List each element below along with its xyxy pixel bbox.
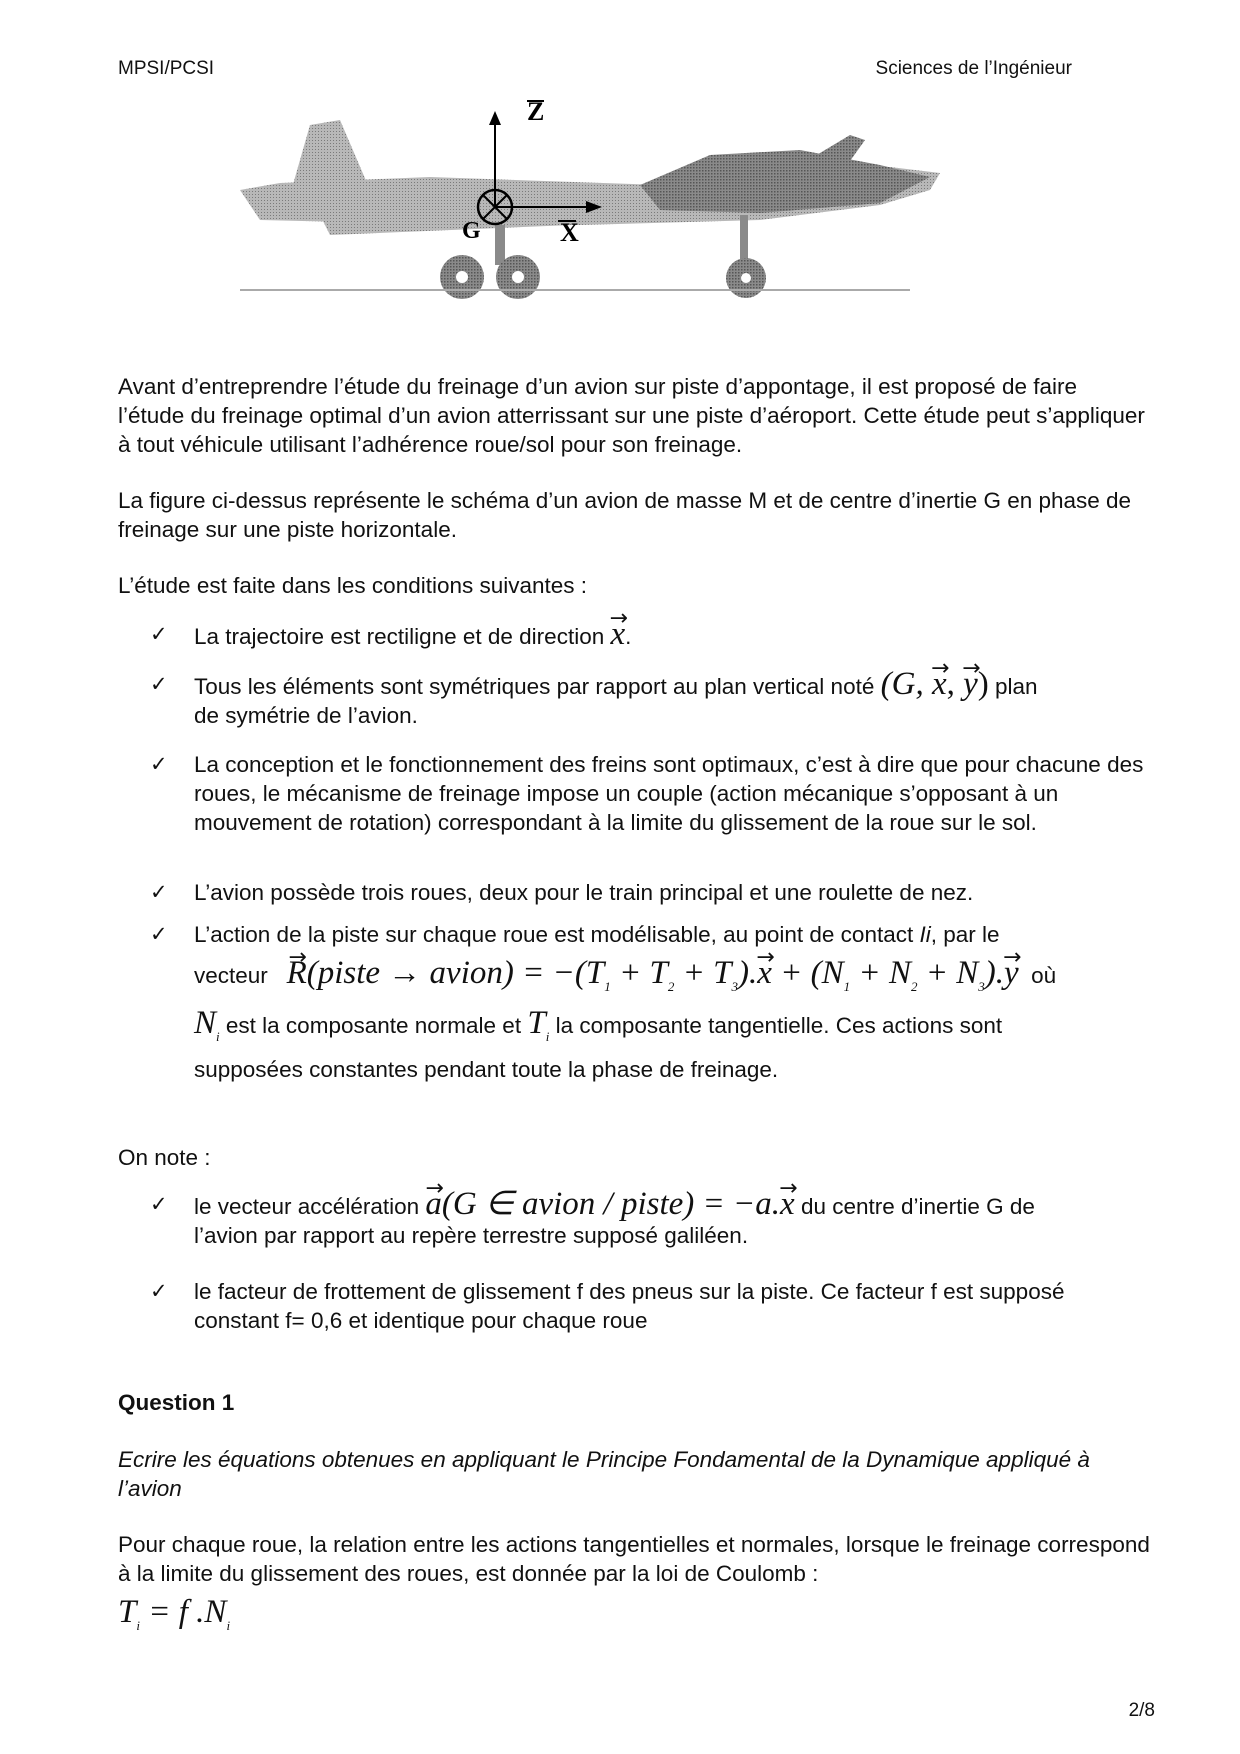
check-icon: ✓: [150, 752, 168, 776]
condition-1: ✓ La trajectoire est rectiligne et de direction → x.: [150, 620, 1150, 651]
question-title: Question 1: [118, 1390, 235, 1415]
intro-paragraph-3: L’étude est faite dans les conditions suivantes :: [118, 573, 588, 598]
axis-z-label: Z: [527, 97, 545, 126]
condition-2: ✓ Tous les éléments sont symétriques par rapport au plan vertical noté (G, → x, → y) plan de symétrie de l’avion.: [150, 670, 1150, 730]
check-icon: ✓: [150, 1279, 168, 1303]
intro-paragraph-1: Avant d’entreprendre l’étude du freinage d’un avion sur piste d’appontage, il est proposé de faire l’étude du freinage optimal d’un avion atterrissant sur une piste d’aéroport. Cette étude peut s’appliquer à tout véhicule utilisant l’adhérence roue/sol pour son freinage.: [118, 374, 1145, 457]
check-icon: ✓: [150, 1192, 168, 1216]
intro-paragraph-2: La figure ci-dessus représente le schéma d’un avion de masse M et de centre d’inertie G en phase de freinage sur une piste horizontale.: [118, 488, 1132, 542]
notes-heading: On note :: [118, 1145, 211, 1170]
check-icon: ✓: [150, 622, 168, 646]
canopy-section: [640, 150, 930, 213]
main-gear-strut: [495, 225, 505, 265]
header-right: Sciences de l’Ingénieur: [875, 58, 1072, 79]
check-icon: ✓: [150, 922, 168, 946]
condition-5: ✓ L’action de la piste sur chaque roue est modélisable, au point de contact Ii, par le vecteur → R(piste → avion) = $-(T_1 + T_2 + T_3).\to x + (N_1 + N_2 + N_3).\to y$ où $N_i$ est la composante normale et $T_i$ la composante tangentielle. Ces actions sont supposées constantes pendant toute la phase de freinage.: [150, 920, 1150, 1084]
note-1: ✓ le vecteur accélération → a(G ∈ avion / piste) = −a.→ x du centre d’inertie G de l’avion par rapport au repère terrestre supposé galiléen.: [150, 1190, 1150, 1250]
question-prompt: Ecrire les équations obtenues en appliquant le Principe Fondamental de la Dynamique appliqué à l’avion: [118, 1447, 1090, 1501]
coulomb-equation: $T_i = f$ $.N_i$: [118, 1594, 231, 1633]
check-icon: ✓: [150, 880, 168, 904]
check-icon: ✓: [150, 672, 168, 696]
condition-4: ✓ L’avion possède trois roues, deux pour le train principal et une roulette de nez.: [150, 880, 974, 905]
condition-3: ✓ La conception et le fonctionnement des freins sont optimaux, c’est à dire que pour chacune des roues, le mécanisme de freinage impose un couple (action mécanique s’opposant à un mouvement de rotation) correspondant à la limite du glissement de la roue sur le sol.: [150, 752, 1144, 835]
page-number: 2/8: [1128, 1700, 1155, 1721]
header-left: MPSI/PCSI: [118, 58, 215, 79]
axis-z-arrow: [489, 111, 501, 125]
aircraft-figure: [240, 95, 1020, 335]
center-label: G: [462, 218, 481, 244]
note-2: ✓ le facteur de frottement de glissement f des pneus sur la piste. Ce facteur f est supposé constant f= 0,6 et identique pour chaque roue: [150, 1279, 1065, 1333]
coulomb-paragraph: Pour chaque roue, la relation entre les actions tangentielles et normales, lorsque le freinage correspond à la limite du glissement des roues, est donnée par la loi de Coulomb :: [118, 1532, 1150, 1586]
axis-x-label: X: [560, 218, 579, 247]
